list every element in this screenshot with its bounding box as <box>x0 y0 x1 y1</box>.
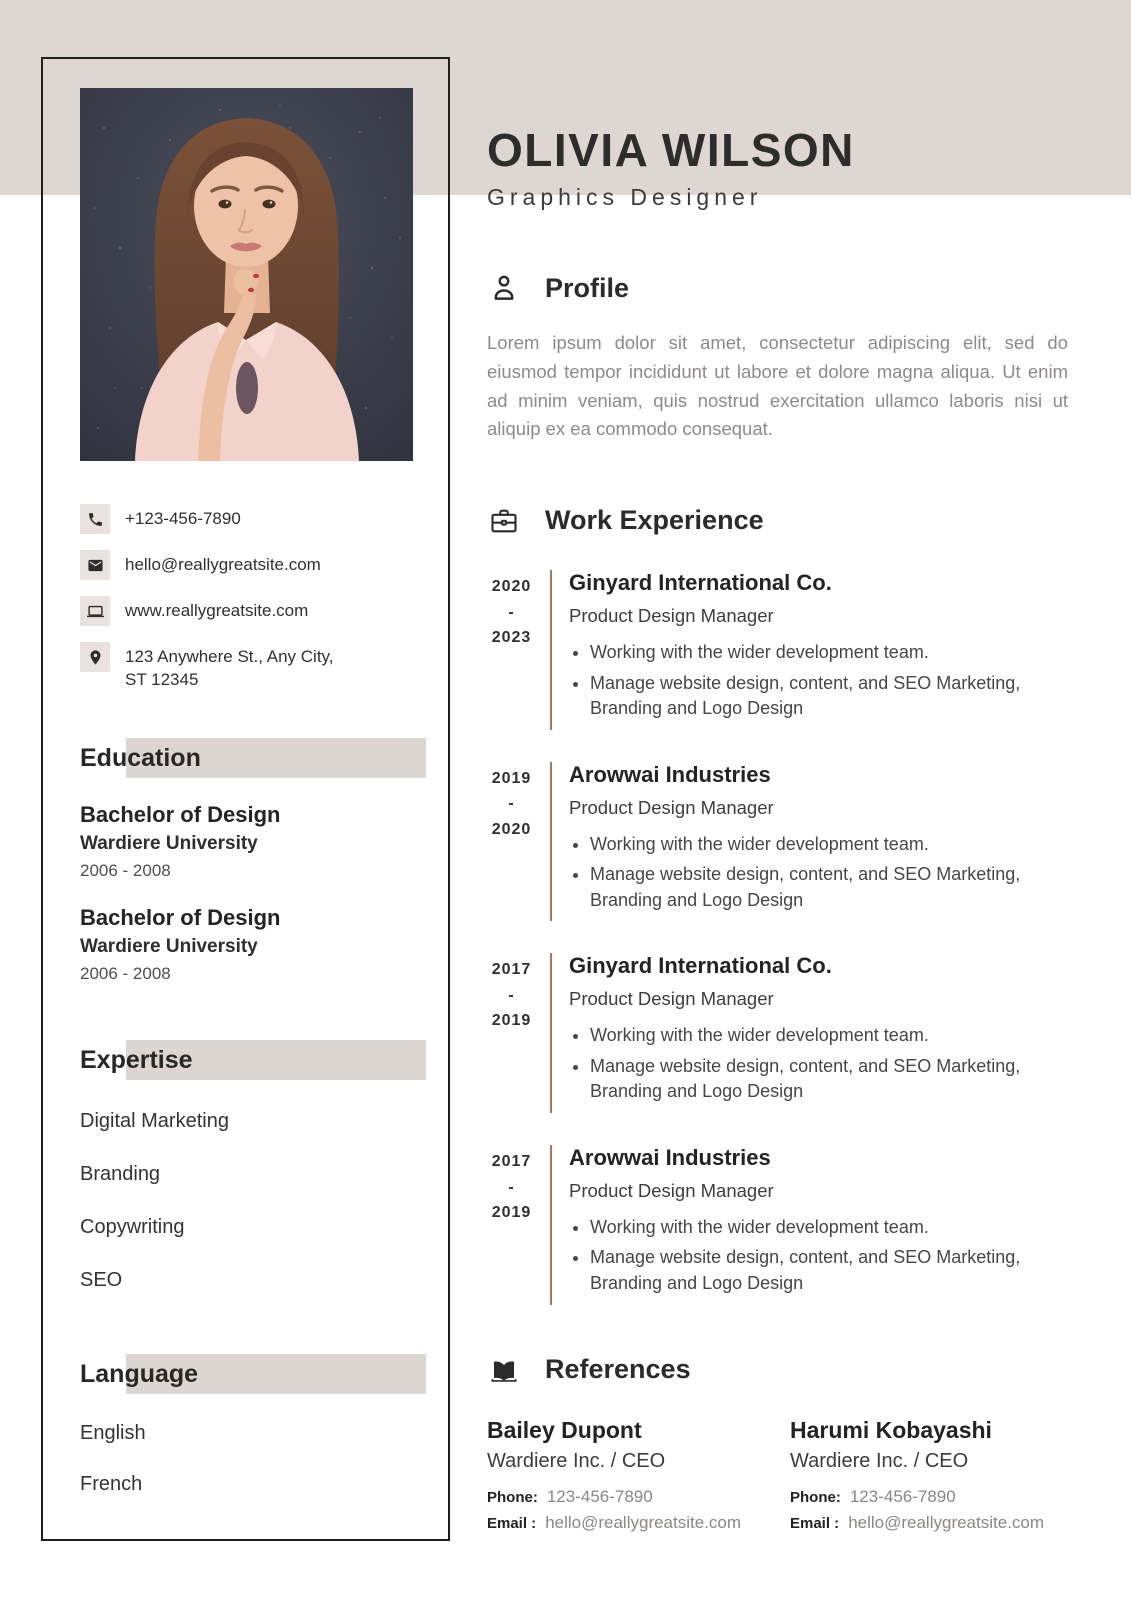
briefcase-icon <box>487 504 521 538</box>
entry-bullets <box>569 832 1068 914</box>
work-entry <box>487 953 1068 1113</box>
reference-org: Wardiere Inc. / CEO <box>790 1449 969 1472</box>
education-item <box>80 905 414 984</box>
education-section <box>80 738 414 984</box>
reference-item <box>790 1417 1068 1533</box>
bullet: • Working with the wider development team. <box>590 640 1068 666</box>
entry-bullets <box>569 640 1068 722</box>
reference-name: Harumi Kobayashi <box>790 1416 992 1443</box>
profile-text: Lorem ipsum dolor sit amet, consectetur adipiscing elit, sed do eiusmod tempor incididunt ut labore et dolore magna aliqua. Ut enim ad minim veniam, quis nostrud exercitation ullamco laboris nisi ut aliquip ex ea commodo consequat. <box>487 332 1068 440</box>
bullet: • Manage website design, content, and SEO Marketing, Branding and Logo Design <box>590 671 1068 722</box>
expertise-item: Digital Marketing <box>80 1109 229 1132</box>
profile-photo <box>80 88 413 461</box>
work-experience-section <box>487 504 1068 1305</box>
page-title: OLIVIA WILSON <box>487 124 855 176</box>
entry-dates: 2019 - 2020 <box>491 769 532 838</box>
contact-address <box>80 642 414 692</box>
references-heading: References <box>545 1354 691 1385</box>
degree: Bachelor of Design <box>80 801 281 827</box>
bullet: • Working with the wider development team. <box>590 832 1068 858</box>
main-column <box>487 0 1068 1533</box>
address-value: 123 Anywhere St., Any City, ST 12345 <box>125 647 334 689</box>
language-item: French <box>80 1472 143 1495</box>
email-icon <box>80 550 110 580</box>
expertise-item: Branding <box>80 1162 161 1185</box>
work-heading: Work Experience <box>545 505 764 536</box>
education-dates: 2006 - 2008 <box>80 963 171 983</box>
entry-body <box>550 762 1068 922</box>
degree: Bachelor of Design <box>80 904 281 930</box>
entry-body <box>550 570 1068 730</box>
job-role: Product Design Manager <box>569 988 774 1010</box>
reference-phone: Phone: 123-456-7890 <box>487 1486 653 1506</box>
entry-dates: 2017 - 2019 <box>491 1152 532 1222</box>
contact-website <box>80 596 414 626</box>
contact-email <box>80 550 414 580</box>
entry-bullets <box>569 1023 1068 1105</box>
website-value: www.reallygreatsite.com <box>125 601 309 620</box>
bullet: • Working with the wider development team. <box>590 1023 1068 1049</box>
reference-org: Wardiere Inc. / CEO <box>487 1449 666 1472</box>
company-name: Ginyard International Co. <box>569 953 832 979</box>
reference-email: Email : hello@reallygreatsite.com <box>790 1512 1045 1532</box>
work-entry <box>487 1145 1068 1305</box>
book-icon <box>487 1353 521 1387</box>
website-icon <box>80 596 110 626</box>
entry-dates: 2017 - 2019 <box>491 961 532 1030</box>
language-section <box>80 1354 414 1496</box>
language-heading: Language <box>80 1354 414 1394</box>
sidebar-frame <box>41 57 450 1541</box>
school: Wardiere University <box>80 935 258 957</box>
bullet: • Manage website design, content, and SEO Marketing, Branding and Logo Design <box>590 1245 1068 1296</box>
phone-value: +123-456-7890 <box>125 509 241 528</box>
reference-item <box>487 1417 790 1533</box>
contact-section <box>80 504 414 692</box>
bullet: • Working with the wider development team. <box>590 1215 1068 1241</box>
expertise-item: SEO <box>80 1268 123 1291</box>
work-entry <box>487 570 1068 730</box>
references-section <box>487 1353 1068 1533</box>
company-name: Arowwai Industries <box>569 761 771 787</box>
expertise-heading: Expertise <box>80 1040 414 1080</box>
education-dates: 2006 - 2008 <box>80 860 171 880</box>
location-icon <box>80 642 110 672</box>
reference-name: Bailey Dupont <box>487 1416 642 1443</box>
entry-dates: 2020 - 2023 <box>491 577 532 647</box>
job-role: Product Design Manager <box>569 604 774 626</box>
references-grid <box>487 1417 1068 1533</box>
profile-section <box>487 271 1068 444</box>
entry-body <box>550 953 1068 1113</box>
bullet: • Manage website design, content, and SEO Marketing, Branding and Logo Design <box>590 862 1068 913</box>
job-role: Product Design Manager <box>569 796 774 818</box>
job-title: Graphics Designer <box>487 184 763 211</box>
job-role: Product Design Manager <box>569 1179 774 1201</box>
expertise-section <box>80 1040 414 1292</box>
work-entry <box>487 762 1068 922</box>
reference-email: Email : hello@reallygreatsite.com <box>487 1512 742 1532</box>
person-icon <box>487 271 521 305</box>
school: Wardiere University <box>80 832 258 854</box>
profile-heading: Profile <box>545 272 630 303</box>
company-name: Arowwai Industries <box>569 1144 771 1170</box>
education-heading: Education <box>80 738 414 778</box>
email-value: hello@reallygreatsite.com <box>125 555 321 574</box>
phone-icon <box>80 504 110 534</box>
company-name: Ginyard International Co. <box>569 569 832 595</box>
entry-bullets <box>569 1215 1068 1297</box>
bullet: • Manage website design, content, and SEO Marketing, Branding and Logo Design <box>590 1054 1068 1105</box>
expertise-item: Copywriting <box>80 1215 185 1238</box>
reference-phone: Phone: 123-456-7890 <box>790 1486 956 1506</box>
language-item: English <box>80 1421 146 1444</box>
entry-body <box>550 1145 1068 1305</box>
education-item <box>80 802 414 881</box>
contact-phone <box>80 504 414 534</box>
